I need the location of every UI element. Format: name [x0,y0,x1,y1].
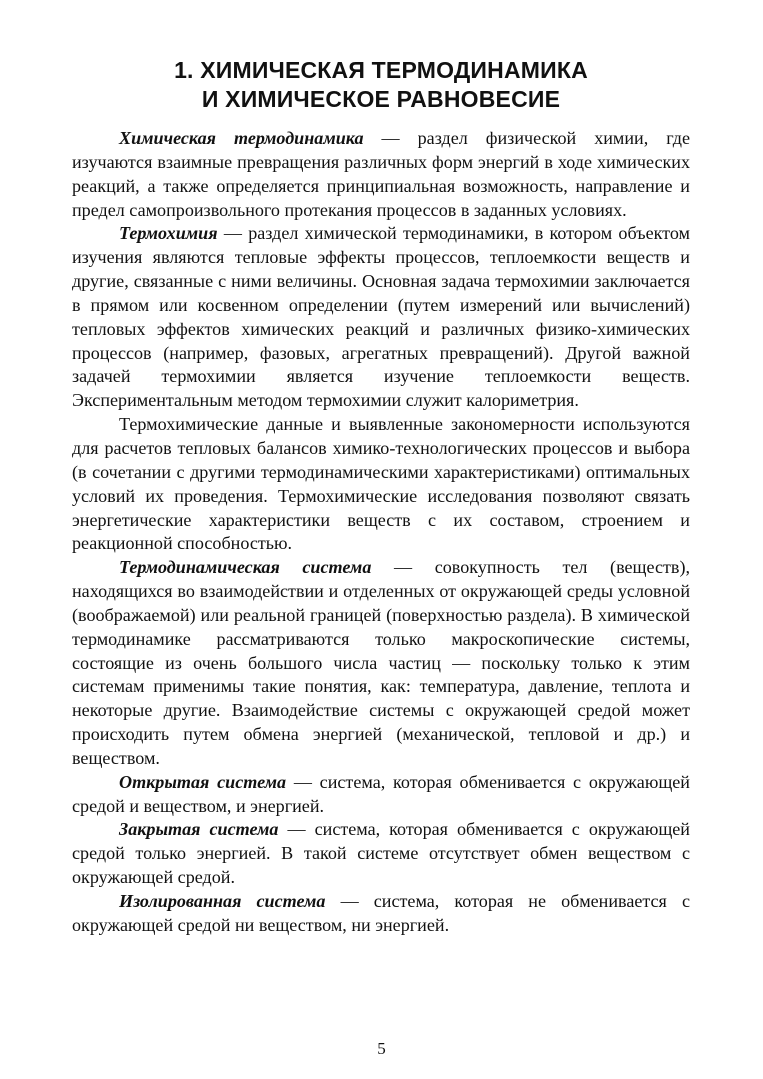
paragraph-closed-system [72,818,690,890]
paragraph-chemical-thermodynamics [72,127,690,222]
definition-closed-system: — система, которая обменивается с окружающей средой только энергией. В такой системе отсутствует обмен веществом с окружающей средой. [72,819,690,888]
term-closed-system: Закрытая система [119,819,279,840]
definition-thermodynamic-system: — совокупность тел (веществ), находящихся во взаимодействии и отделенных от окружающей среды условной (воображаемой) или реальной границей (поверхностью раздела). В химической термодинамике рассматриваются только макроскопические системы, состоящие из очень большого числа частиц — поскольку только к этим системам применимы такие понятия, как: температура, давление, теплота и некоторые другие. Взаимодействие системы с окружающей средой может происходить путем обмена энергией (механической, тепловой и др.) и веществом. [72,557,690,768]
term-isolated-system: Изолированная система [119,891,326,911]
text-thermochemical-data: Термохимические данные и выявленные закономерности используются для расчетов тепловых балансов химико-технологических процессов и выбора (в сочетании с другими термодинамическими характеристиками) оптимальных условий их проведения. Термохимические исследования позволяют связать энергетические характеристики веществ с их составом, строением и реакционной способностью. [72,414,690,554]
term-thermodynamic-system: Термодинамическая система [119,557,372,578]
document-page [72,56,690,938]
chapter-title-line-2: И ХИМИЧЕСКОЕ РАВНОВЕСИЕ [201,86,561,112]
paragraph-open-system [72,771,690,819]
definition-open-system: — система, которая обменивается с окружающей средой и веществом, и энергией. [72,771,690,816]
term-thermochemistry: Термохимия [119,223,218,244]
chapter-body [72,127,690,938]
term-open-system: Открытая система [119,771,287,792]
definition-chemical-thermodynamics: — раздел физической химии, где изучаются взаимные превращения различных форм энергий в ходе химических реакций, а также определяется принципиальная возможность, направление и предел самопроизвольного протекания процессов в заданных условиях. [72,128,691,220]
page-number: 5 [377,1039,386,1058]
paragraph-thermochemistry [72,222,690,413]
definition-thermochemistry: — раздел химической термодинамики, в котором объектом изучения являются тепловые эффекты процессов, теплоемкости веществ и другие, связанные с ними величины. Основная задача термохимии заключается в прямом или косвенном определении (путем измерений или вычислений) тепловых эффектов химических реакций и различных физико-химических процессов (например, фазовых, агрегатных превращений). Другой важной задачей термохимии является изучение теплоемкости веществ. Экспериментальным методом термохимии служит калориметрия. [72,223,690,411]
definition-isolated-system: — система, которая не обменивается с окружающей средой ни веществом, ни энергией. [72,891,691,935]
chapter-title [72,56,690,114]
paragraph-isolated-system [72,890,690,938]
chapter-title-line-1: 1. ХИМИЧЕСКАЯ ТЕРМОДИНАМИКА [174,57,588,83]
paragraph-thermochemical-data [72,413,690,556]
term-chemical-thermodynamics: Химическая термодинамика [119,128,364,148]
paragraph-thermodynamic-system [72,556,690,771]
